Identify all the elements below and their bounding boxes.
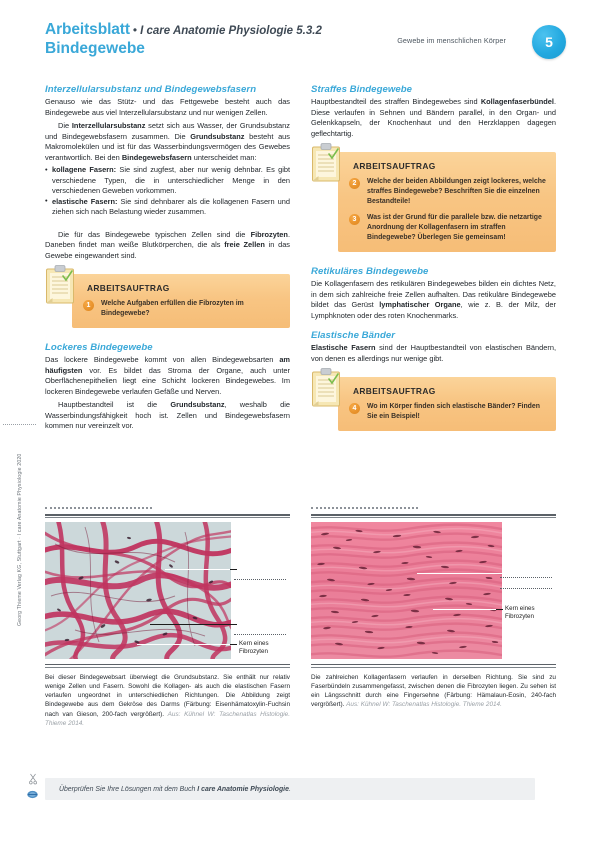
task-box-1 (45, 274, 290, 328)
micrograph-loose-connective-tissue (45, 522, 231, 659)
task-item (353, 402, 546, 422)
page-title: Arbeitsblatt (45, 21, 130, 38)
pointer-line-2 (433, 609, 502, 610)
title-block (45, 22, 322, 58)
answer-blank-line[interactable] (234, 634, 286, 637)
section-heading-straffes-bindegewebe: Straffes Bindegewebe (311, 84, 413, 95)
figure-rule-top (45, 514, 290, 516)
figure-answer-dotted-line (311, 507, 418, 511)
pointer-line-1 (165, 569, 231, 570)
page-header (45, 22, 578, 72)
task-number-badge: 1 (83, 300, 94, 311)
figure-caption: Bei dieser Bindegewebsart überwiegt die Grundsubstanz. Sie enthält nur relativ wenige Zellen und Fasern. Sowohl die Kollagen- als auch die elastischen Fasern verlaufen ungeordnet in unterschiedlichen Richtungen. Die Abbildung zeigt Bindegewebe aus dem Gekröse des Darms (Färbung: Eisenhämatoxylin-Fuchsin nach van Gieson, 200-fach vergrößert). Aus: Kühnel W: Taschenatlas Histologie. Thieme 2014. (45, 673, 291, 727)
figure-rule-bottom (311, 664, 556, 666)
paragraph-fibrozyten: Die für das Bindegewebe typischen Zellen sind die Fibrozyten. Daneben findet man weiße Blutkörperchen, die als freie Zellen in das Gewebe eingewandert sind. (45, 229, 290, 260)
pointer-line-1 (417, 573, 502, 574)
paragraph-straffes: Hauptbestandteil des straffen Bindegewebes sind Kollagenfaserbündel. Diese verlaufen in Sehnen und Bändern parallel, in den Organ- und Gelenkkapseln, der Knochenhaut und den Herzklappen dagegen geflechtartig. (311, 97, 556, 138)
task-item (353, 177, 546, 207)
task-item (87, 299, 280, 319)
task-box-heading: ARBEITSAUFTRAG (353, 386, 436, 397)
micrograph-row (311, 522, 556, 659)
task-item-text: Wo im Körper finden sich elastische Bänder? Finden Sie ein Beispiel! (367, 403, 540, 421)
task-item-text: Welche Aufgaben erfüllen die Fibrozyten im Bindegewebe? (101, 300, 244, 318)
page-subject-title: Bindegewebe (45, 39, 145, 57)
paragraph-lockeres-1: Das lockere Bindegewebe kommt von allen Bindegewebsarten am häufigsten vor. Es bildet das Stroma der Organe, auch unter Oberflächenepithelien liegt eine Schicht lockeren Bindegewebes. Im lockeren Bindegewebe verlaufen Gefäße und Nerven. (45, 355, 290, 396)
task-number-badge: 2 (349, 178, 360, 189)
figure-answer-dotted-line (45, 507, 152, 511)
section-heading-interzellularsubstanz: Interzellularsubstanz und Bindegewebsfasern (45, 84, 257, 95)
leader-tick (230, 569, 237, 570)
task-number-badge: 3 (349, 214, 360, 225)
right-column (311, 84, 556, 431)
section-heading-lockeres-bindegewebe: Lockeres Bindegewebe (45, 342, 153, 354)
paragraph-elastische: Elastische Fasern sind der Hauptbestandteil von elastischen Bändern, von denen es allerdings nur wenige gibt. (311, 343, 557, 363)
publisher-credit: Georg Thieme Verlag KG, Stuttgart · I care Anatomie Physiologie 2020 (17, 453, 23, 626)
clipboard-icon (45, 264, 79, 306)
title-subtitle: I care Anatomie Physiologie 5.3.2 (140, 25, 322, 37)
micrograph-dense-connective-tissue (311, 522, 502, 659)
answer-blank-line[interactable] (500, 588, 552, 591)
figure-rule-bottom-thin (311, 667, 556, 668)
label-kern-eines-fibrozyten: Kern eines Fibrozyten (505, 604, 535, 620)
micrograph-row (45, 522, 290, 659)
task-item (353, 213, 546, 243)
list-item: • kollagene Fasern: Sie sind zugfest, aber nur wenig dehnbar. Es gibt verschiedene Typen, die in unterschiedlicher Menge in den verschiedenen Geweben vorkommen. (45, 165, 290, 197)
figure-loose-connective-tissue (45, 507, 290, 728)
task-item-text: Welche der beiden Abbildungen zeigt lockeres, welche straffes Bindegewebe? Beschriften Sie die einzelnen Bestandteile! (367, 178, 546, 206)
leader-tick (230, 624, 237, 625)
footer-bar (45, 778, 535, 800)
scissors-icon (29, 772, 37, 784)
task-item-text: Was ist der Grund für die parallele bzw. die netzartige Anordnung der Kollagenfasern im straffen Bindegewebe? Überlegen Sie gemeinsam! (367, 214, 542, 242)
paragraph-interzellularsubstanz: Die Interzellularsubstanz setzt sich aus Wasser, der Grundsubstanz und Bindegewebsfasern zusammen. Die Grundsubstanz besteht aus Makromolekülen und ist für das Wasserbindungsvermögen des Gewebes verantwortlich. Bei den Bindegewebsfasern unterscheidet man: (45, 121, 290, 162)
task-box-heading: ARBEITSAUFTRAG (87, 283, 170, 294)
task-box-2 (311, 152, 556, 252)
list-item: • elastische Fasern: Sie sind dehnbarer als die kollagenen Fasern und ziehen sich nach Belastung wieder zusammen. (45, 197, 290, 218)
paragraph-retikulaeres: Die Kollagenfasern des retikulären Bindegewebes bilden ein dichtes Netz, in dem sich zahlreiche freie Zellen aufhalten. Das retikuläre Bindegewebe bildet das Gerüst lymphatischer Organe, wie z. B. der Milz, der Lymphknoten oder des roten Knochenmarks. (311, 279, 556, 320)
task-box-3 (311, 377, 556, 431)
task-number-badge: 4 (349, 403, 360, 414)
task-box-body (338, 377, 556, 431)
task-box-heading: ARBEITSAUFTRAG (353, 161, 436, 172)
leader-tick (496, 609, 503, 610)
thieme-logo-icon (27, 787, 38, 798)
figure-rule-bottom (45, 664, 290, 666)
paragraph-lockeres-2: Hauptbestandteil ist die Grundsubstanz, weshalb die Wasserbindungsfähigkeit hoch ist. Zellen und Bindegewebsfasern kommen nur vereinzelt vor. (45, 400, 290, 431)
fiber-type-list (45, 165, 290, 218)
figure-rule-top (311, 514, 556, 516)
left-column (45, 84, 290, 432)
figure-caption: Die zahlreichen Kollagenfasern verlaufen in derselben Richtung. Sie sind zu Faserbündeln zusammengefasst, zwischen denen die Fibrozyten liegen. Zu sehen ist ein Längsschnitt durch eine Fingersehne (Färbung: Hämalaun-Eosin, 240-fach vergrößert). Aus: Kühnel W: Taschenatlas Histologie. Thieme 2014. (311, 673, 556, 709)
title-separator: • (132, 23, 138, 37)
figure-rule-top-thin (311, 517, 556, 518)
figure-dense-connective-tissue (311, 507, 556, 710)
answer-blank-line[interactable] (234, 579, 286, 582)
task-box-body (338, 152, 556, 252)
label-kern-eines-fibrozyten: Kern eines Fibrozyten (239, 639, 269, 655)
figure-rule-bottom-thin (45, 667, 290, 668)
section-heading-retikulaeres-bindegewebe: Retikuläres Bindegewebe (311, 266, 429, 278)
figure-caption-source: Aus: Kühnel W: Taschenatlas Histologie. Thieme 2014. (346, 701, 502, 709)
figure-leader-labels (230, 522, 290, 659)
figure-rule-top-thin (45, 517, 290, 518)
footer-text: Überprüfen Sie Ihre Lösungen mit dem Buch I care Anatomie Physiologie. (59, 785, 291, 793)
answer-blank-line[interactable] (500, 577, 552, 580)
chapter-number-badge: 5 (532, 25, 566, 59)
leader-tick (230, 644, 237, 645)
paragraph-intro: Genauso wie das Stütz- und das Fettgewebe besteht auch das Bindegewebe aus viel Interzellularsubstanz und nur wenigen Zellen. (45, 97, 290, 117)
cut-mark-dotted-line (3, 424, 36, 426)
section-heading-elastische-baender: Elastische Bänder (311, 330, 396, 342)
pointer-line-3 (137, 644, 231, 645)
clipboard-icon (311, 367, 345, 409)
figure-caption-source: Aus: Kühnel W: Taschenatlas Histologie. Thieme 2014. (45, 710, 291, 727)
task-box-body (72, 274, 290, 328)
figure-leader-labels (496, 522, 556, 659)
clipboard-icon (311, 142, 345, 184)
pointer-line-2 (150, 624, 231, 625)
header-topic-label: Gewebe im menschlichen Körper (397, 36, 506, 45)
